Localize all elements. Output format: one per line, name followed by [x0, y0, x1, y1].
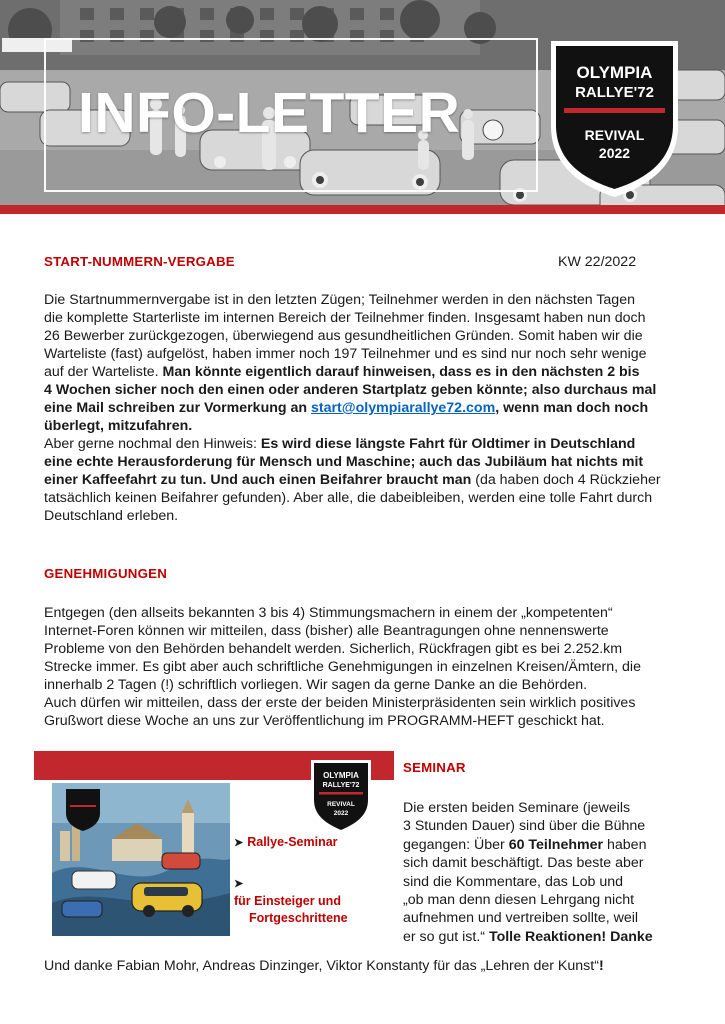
text-line: 26 Bewerber zurückgezogen, überwiegend aus gesundheitlichen Gründen. Somit haben wir die — [44, 328, 643, 344]
start-numbers-paragraph — [44, 291, 694, 525]
text-line: Probleme von den Behörden behandelt werden. Sicherlich, Rückfragen gibt es bei 2.252.km — [44, 641, 623, 657]
text-line: Strecke immer. Es gibt aber auch schriftliche Genehmigungen in einzelnen Kreisen/Ämtern, die — [44, 659, 641, 675]
text-line: „ob man denn diesen Lehrgang nicht — [403, 892, 635, 909]
mini-logo-line-1: OLYMPIA — [323, 771, 359, 780]
text-bold: ! — [598, 958, 604, 974]
text-span: haben — [603, 836, 647, 853]
text-bold: 60 Teilnehmer — [508, 836, 604, 853]
text-bold: eine echte Herausforderung für Mensch und Maschine; auch das Jubiläum hat nichts mit — [44, 454, 644, 470]
text-bold: überlegt, mitzufahren. — [44, 418, 193, 434]
text-line: die komplette Starterliste im internen Bereich der Teilnehmer finden. Insgesamt haben nun doch — [44, 310, 646, 326]
rally-poster-illustration — [52, 783, 230, 936]
text-line: aufnehmen und vertreiben sollte, weil — [403, 910, 639, 927]
text-span: gegangen: Über — [403, 836, 509, 853]
text-bold: Tolle Reaktionen! Danke — [488, 928, 653, 945]
text-line: tatsächlich keinen Beifahrer gefunden). Aber alle, die dabeibleiben, werden eine tolle Fahrt durch — [44, 490, 653, 506]
text-line — [44, 363, 694, 381]
logo-line-2: RALLYE'72 — [575, 84, 654, 101]
text-bold: Man könnte eigentlich darauf hinweisen, dass es in den nächsten 2 bis — [162, 364, 640, 380]
logo-red-stripe — [564, 108, 665, 113]
seminar-paragraph — [403, 799, 703, 946]
flyer-subtitle-line — [234, 876, 348, 910]
header-banner — [0, 0, 725, 214]
text-line: Die Startnummernvergabe ist in den letzten Zügen; Teilnehmer werden in den nächsten Tagen — [44, 292, 635, 308]
page-title: INFO-LETTER — [78, 81, 461, 145]
mini-logo-stripe — [319, 792, 363, 795]
text-line: 3 Stunden Dauer) sind über die Bühne — [403, 818, 646, 835]
mini-logo-line-4: 2022 — [333, 810, 349, 817]
text-bold: einer Kaffeefahrt zu tun. Und auch einen Beifahrer braucht man — [44, 472, 472, 488]
text-line — [44, 417, 694, 435]
text-span: er so gut ist.“ — [403, 928, 489, 945]
olympia-rallye-logo — [548, 38, 681, 200]
header-red-bar — [0, 205, 725, 214]
logo-line-3: REVIVAL — [584, 127, 645, 143]
text-line — [44, 399, 694, 417]
text-span: (da haben doch 4 Rückzieher — [471, 472, 661, 488]
flyer-title-text: Rallye-Seminar — [247, 835, 338, 849]
text-span: auf der Warteliste. — [44, 364, 163, 380]
mini-logo-line-3: REVIVAL — [327, 801, 355, 808]
text-line: Internet-Foren können wir mitteilen, dass (bisher) alle Beantragungen ohne nennenswerte — [44, 623, 609, 639]
text-line: innerhalb 2 Tagen (!) schriftlich vorliegen. Wir sagen da gerne Danke an die Behörden. — [44, 677, 588, 693]
section-heading-start-numbers: START-NUMMERN-VERGABE — [44, 254, 235, 269]
permits-paragraph — [44, 604, 694, 730]
text-bold: eine Mail schreiben zur Vormerkung an — [44, 400, 312, 416]
text-line: Auch dürfen wir mitteilen, dass der erste der beiden Ministerpräsidenten sein wirklich positives — [44, 695, 636, 711]
text-line — [44, 435, 694, 453]
calendar-week: KW 22/2022 — [558, 254, 637, 270]
seminar-rallye-logo — [310, 759, 372, 835]
text-line: Deutschland erleben. — [44, 508, 179, 524]
logo-line-4: 2022 — [598, 145, 631, 161]
flyer-subtitle-text: Fortgeschrittene — [249, 911, 348, 925]
text-line — [44, 453, 694, 471]
text-line: sind die Kommentare, das Lob und — [403, 873, 624, 890]
section-heading-permits: GENEHMIGUNGEN — [44, 566, 168, 581]
text-span: Und danke Fabian Mohr, Andreas Dinzinger, Viktor Konstanty für das „Lehren der Kunst“ — [44, 958, 599, 974]
text-line — [44, 381, 694, 399]
flyer-subtitle-text: für Einsteiger und — [234, 894, 341, 908]
text-bold: , wenn man doch noch — [495, 400, 649, 416]
section-heading-seminar: SEMINAR — [403, 760, 466, 775]
seminar-flyer-image — [34, 751, 394, 940]
text-span: Aber gerne nochmal den Hinweis: — [44, 436, 261, 452]
text-line: Die ersten beiden Seminare (jeweils — [403, 800, 631, 816]
text-line — [403, 836, 703, 854]
logo-line-1: OLYMPIA — [576, 63, 653, 82]
text-line — [403, 928, 703, 946]
text-line: Warteliste (fast) aufgelöst, haben immer noch 197 Teilnehmer und es sind nur noch sehr wenige — [44, 346, 647, 362]
arrow-icon: ➤ — [234, 837, 244, 849]
arrow-icon: ➤ — [234, 878, 244, 890]
flyer-title — [234, 835, 338, 849]
text-line — [44, 471, 694, 489]
flyer-subtitle — [234, 876, 348, 927]
text-line: Entgegen (den allseits bekannten 3 bis 4) Stimmungsmachern in einem der „kompetenten“ — [44, 605, 613, 621]
flyer-subtitle-line — [234, 910, 348, 927]
text-bold: 4 Wochen sicher noch den einen oder anderen Startplatz geben könnte; also durchaus mal — [44, 382, 657, 398]
text-line: Grußwort diese Woche an uns zur Veröffentlichung im PROGRAMM-HEFT geschickt hat. — [44, 713, 605, 729]
text-line: sich damit beschäftigt. Das beste aber — [403, 855, 644, 872]
thanks-line — [44, 958, 604, 974]
email-link[interactable]: start@olympiarallye72.com — [311, 400, 496, 416]
text-bold: Es wird diese längste Fahrt für Oldtimer in Deutschland — [260, 436, 636, 452]
mini-logo-line-2: RALLYE'72 — [322, 782, 360, 789]
